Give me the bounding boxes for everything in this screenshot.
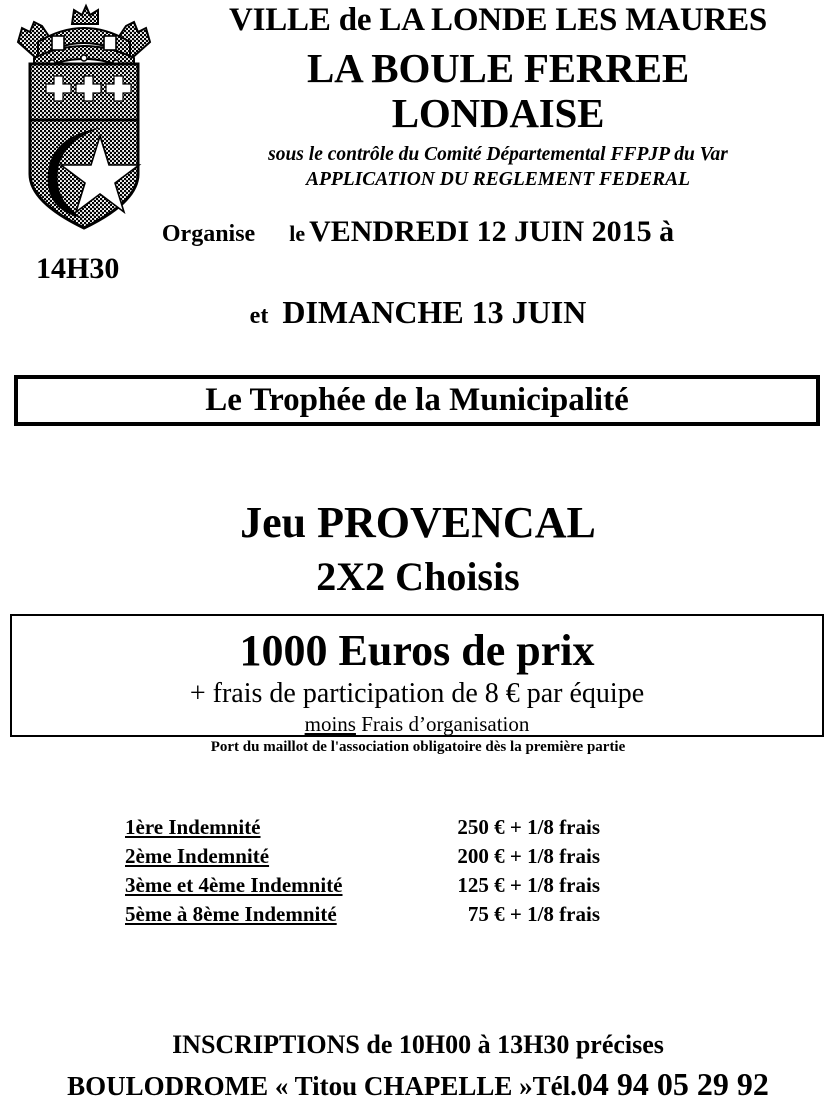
table-row [125, 873, 615, 902]
trophy-title: Le Trophée de la Municipalité [205, 382, 629, 418]
indemnity-value: 250 € + 1/8 frais [457, 815, 600, 839]
organise-label: Organise [161, 221, 256, 247]
indemnity-value: 75 € + 1/8 frais [467, 902, 600, 926]
coat-of-arms [8, 2, 160, 232]
phone-number: 04 94 05 29 92 [576, 1066, 769, 1102]
event-date-sunday: DIMANCHE 13 JUIN [282, 294, 587, 330]
trophy-box [14, 375, 820, 426]
et-label: et [249, 303, 269, 329]
prize-box [10, 614, 824, 737]
indemnity-value: 125 € + 1/8 frais [457, 873, 600, 897]
indemnity-table [125, 815, 615, 931]
club-title-line-1: LA BOULE FERREE [306, 45, 690, 91]
indemnity-label: 1ère Indemnité [125, 815, 261, 839]
coat-of-arms-svg [8, 2, 160, 232]
game-type: Jeu PROVENCAL [240, 498, 596, 547]
indemnity-label: 2ème Indemnité [125, 844, 270, 868]
indemnity-value: 200 € + 1/8 frais [457, 844, 600, 868]
prize-deduction [12, 712, 822, 737]
venue-and-phone [0, 1066, 836, 1103]
deduction-keyword: moins [304, 712, 356, 736]
jersey-requirement-note: Port du maillot de l'association obligatoire dès la première partie [210, 739, 626, 755]
federation-control-text: sous le contrôle du Comité Départemental FFPJP du Var [268, 144, 728, 165]
federal-regulation-text: APPLICATION DU REGLEMENT FEDERAL [305, 169, 691, 190]
table-row [125, 815, 615, 844]
event-date-friday: VENDREDI 12 JUIN 2015 à [309, 215, 675, 248]
game-format: 2X2 Choisis [316, 554, 520, 599]
prize-participation-fee: + frais de participation de 8 € par équipe [189, 678, 645, 709]
mural-crown-icon [18, 6, 150, 72]
indemnity-label: 5ème à 8ème Indemnité [125, 902, 337, 926]
deduction-text: Frais d’organisation [355, 712, 530, 736]
city-title: VILLE de LA LONDE LES MAURES [228, 2, 768, 38]
table-row [125, 902, 615, 931]
club-title-line-2: LONDAISE [391, 90, 605, 136]
registration-hours: INSCRIPTIONS de 10H00 à 13H30 précises [172, 1030, 664, 1059]
le-label: le [289, 221, 306, 246]
dimanche-date-row [0, 294, 836, 331]
organise-date-row [0, 215, 836, 249]
prize-amount: 1000 Euros de prix [239, 626, 595, 675]
table-row [125, 844, 615, 873]
three-crosses-icon [46, 76, 131, 101]
indemnity-label: 3ème et 4ème Indemnité [125, 873, 343, 897]
venue-name: BOULODROME « Titou CHAPELLE »Tél. [67, 1071, 577, 1101]
event-start-hour: 14H30 [36, 252, 120, 285]
